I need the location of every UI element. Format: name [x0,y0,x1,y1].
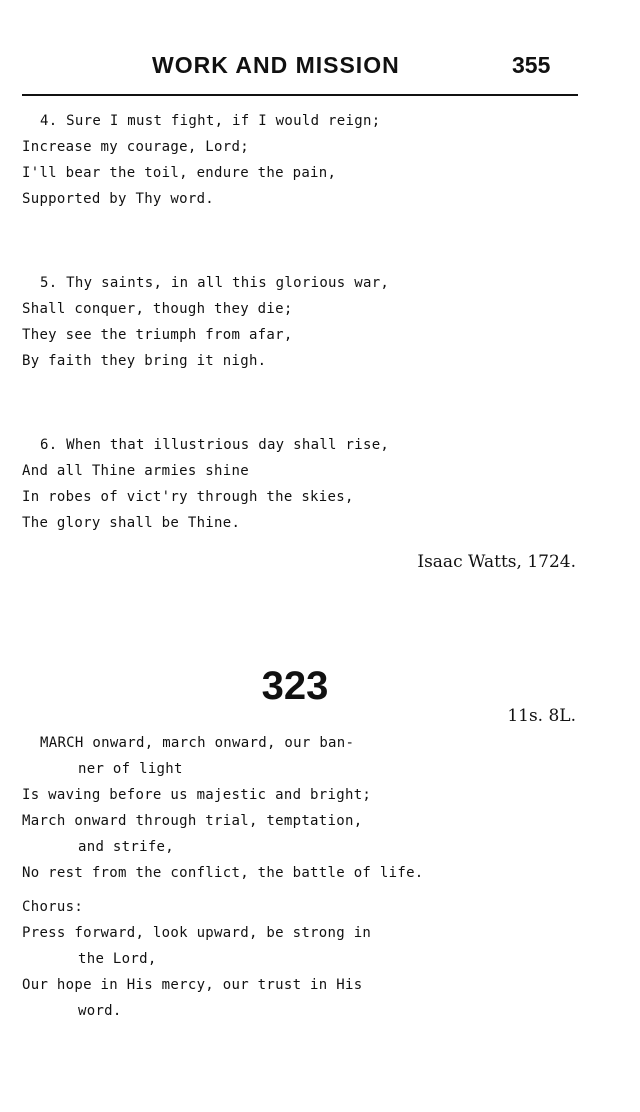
hymn-line: and strife, [78,839,175,855]
verse-line: Increase my courage, Lord; [22,139,249,155]
running-title: WORK AND MISSION [152,52,400,78]
verse-line: In robes of vict'ry through the skies, [22,489,354,505]
author-attribution: Isaac Watts, 1724. [417,552,576,572]
hymn-line: March onward through trial, temptation, [22,813,363,829]
hymn-line: word. [78,1003,122,1019]
hymn-line: No rest from the conflict, the battle of life. [22,865,424,881]
page-number: 355 [512,52,551,78]
verse-line: 5. Thy saints, in all this glorious war, [40,275,390,291]
hymn-line: Our hope in His mercy, our trust in His [22,977,363,993]
chorus-label: Chorus: [22,899,84,915]
hymn-line: ner of light [78,761,183,777]
hymn-line: Press forward, look upward, be strong in [22,925,372,941]
hymn-number: 323 [261,664,329,708]
verse-line: They see the triumph from afar, [22,327,293,343]
header-rule [22,94,578,96]
hymn-line: Is waving before us majestic and bright; [22,787,372,803]
verse-line: I'll bear the toil, endure the pain, [22,165,337,181]
verse-line: The glory shall be Thine. [22,515,241,531]
verse-line: Shall conquer, though they die; [22,301,293,317]
hymn-meter: 11s. 8L. [507,706,576,726]
verse-line: 6. When that illustrious day shall rise, [40,437,390,453]
hymn-line: the Lord, [78,951,157,967]
verse-line: 4. Sure I must fight, if I would reign; [40,113,381,129]
verse-line: Supported by Thy word. [22,191,215,207]
verse-line: By faith they bring it nigh. [22,353,267,369]
hymn-line: MARCH onward, march onward, our ban- [40,735,355,751]
page-header [0,52,640,88]
verse-line: And all Thine armies shine [22,463,249,479]
